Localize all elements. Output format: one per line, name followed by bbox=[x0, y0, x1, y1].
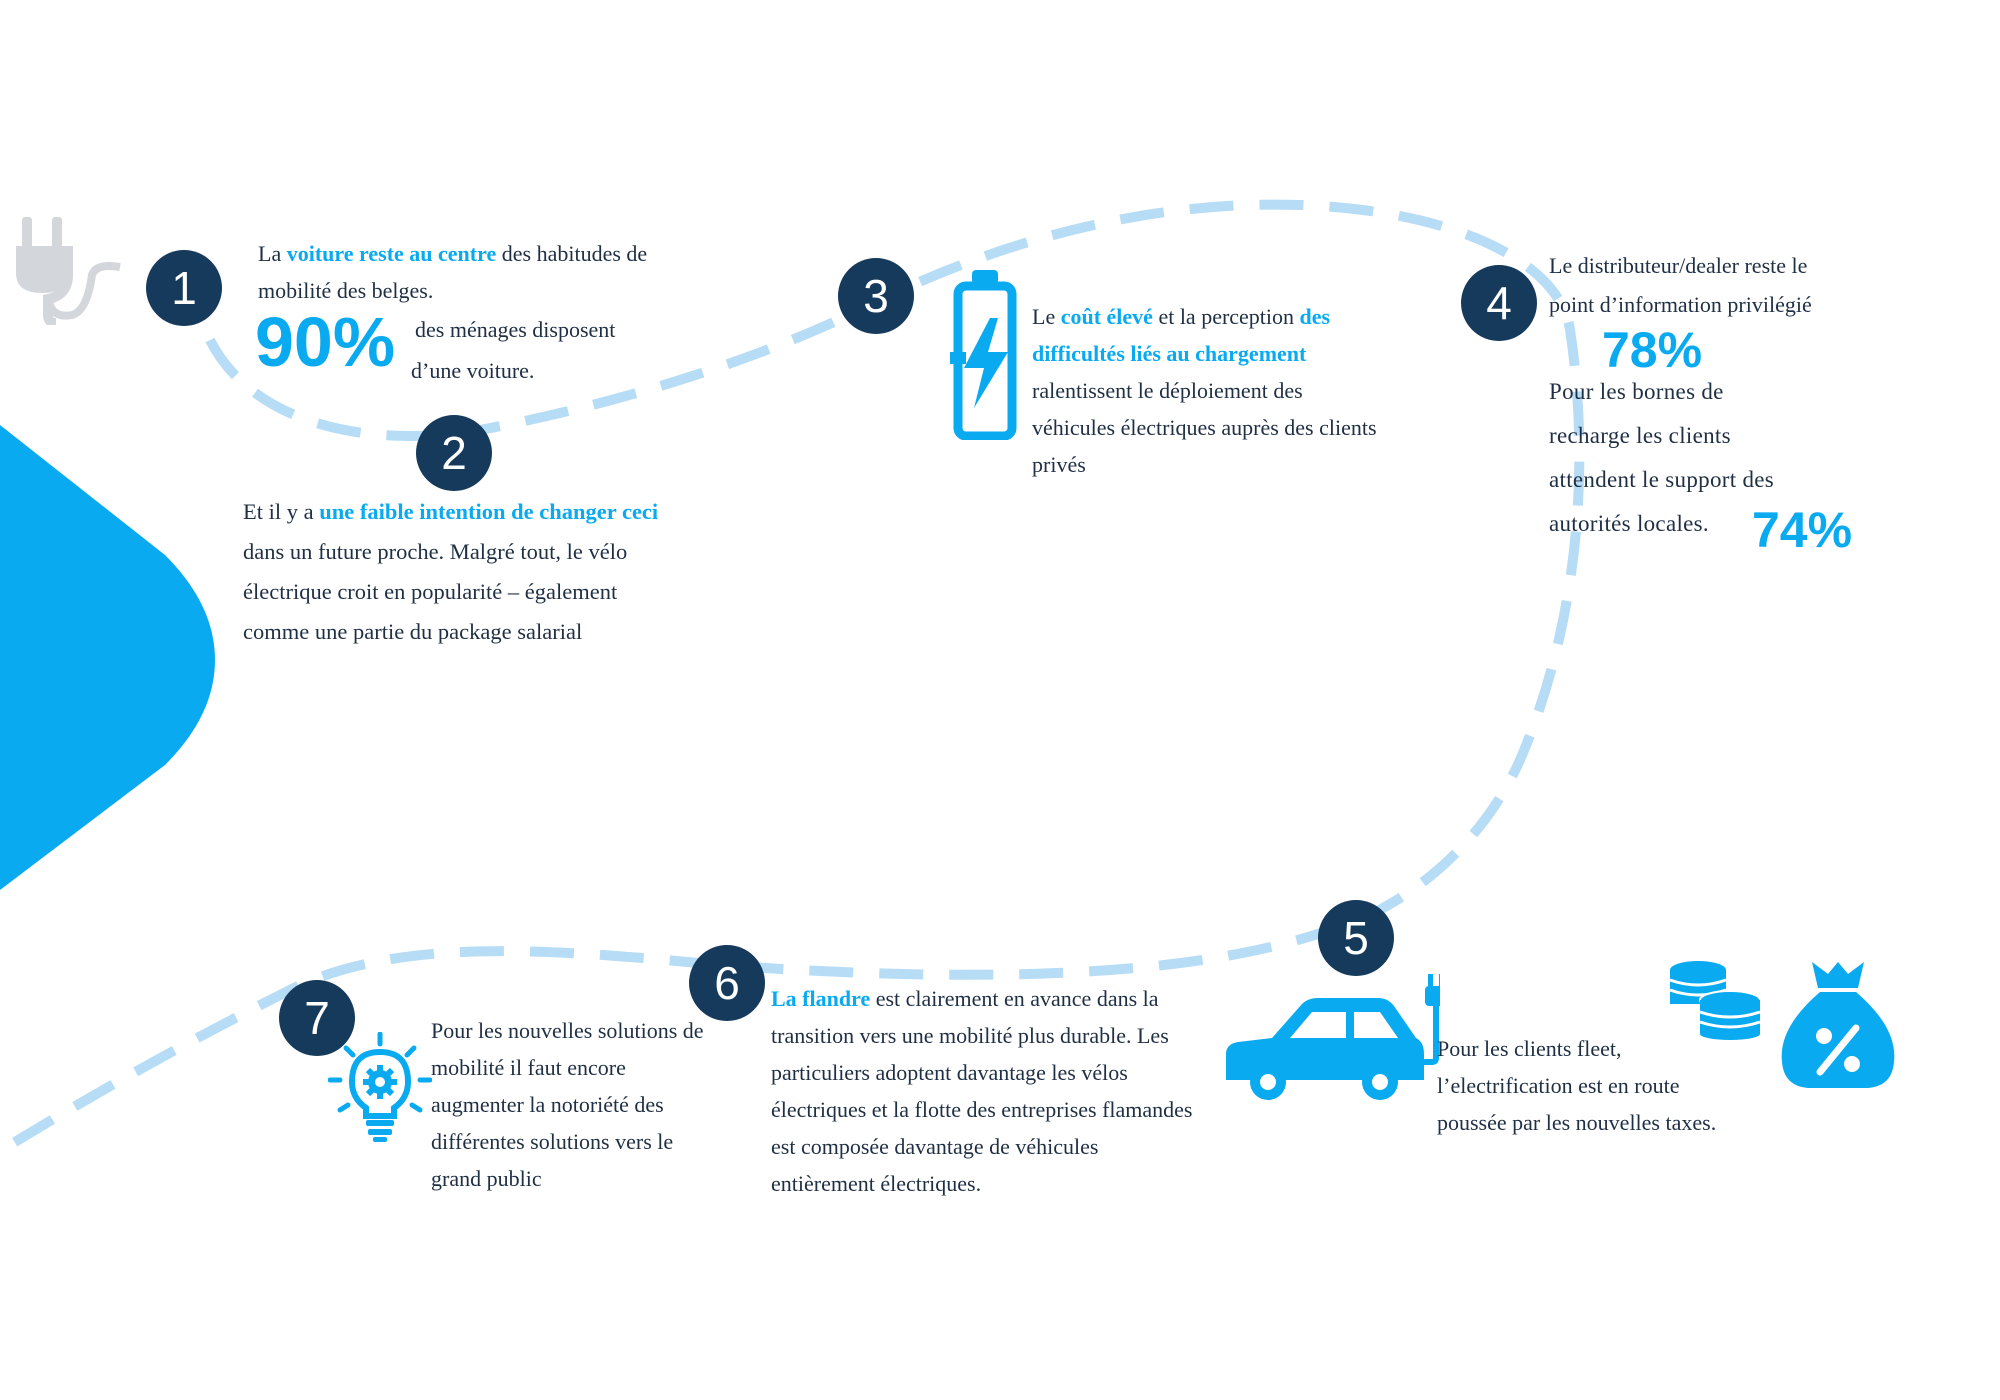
step-4-text-2: Pour les bornes de recharge les clients attendent le support des autorités locales. bbox=[1549, 379, 1775, 536]
step-4-stat-1: 78% bbox=[1602, 322, 1703, 378]
step-5-text: Pour les clients fleet, l’electrification est en route poussée par les nouvelles taxes. bbox=[1437, 1036, 1717, 1135]
step-badge-2: 2 bbox=[416, 415, 492, 491]
step-badge-4: 4 bbox=[1461, 265, 1537, 341]
step-6-text: La flandre est clairement en avance dans la transition vers une mobilité plus durable. Les particuliers adoptent davantage les vélos électriques et la flotte des entreprises flamandes est composée davantage de véhicules entièrement électriques. bbox=[771, 986, 1193, 1196]
step-3-highlight-2: difficultés liés au chargement bbox=[1032, 341, 1307, 366]
step-1-stat: 90% bbox=[255, 303, 396, 381]
step-2-highlight: une faible intention de changer ceci bbox=[319, 499, 659, 524]
lightbulb-gear-icon bbox=[328, 1032, 432, 1144]
step-3-highlight-1: coût élevé bbox=[1060, 304, 1153, 329]
step-badge-1: 1 bbox=[146, 250, 222, 326]
step-3-text: Le coût élevé et la perception des difficultés liés au chargement ralentissent le déploiement des véhicules électriques auprès des clients privés bbox=[1032, 304, 1377, 477]
battery-charging-icon bbox=[950, 268, 1020, 440]
step-4-stat-2: 74% bbox=[1752, 502, 1853, 558]
electric-car-icon bbox=[1220, 972, 1440, 1106]
step-badge-6: 6 bbox=[689, 945, 765, 1021]
step-1-stat-text-2: d’une voiture. bbox=[411, 358, 535, 383]
step-2-text: Et il y a une faible intention de changer ceci dans un future proche. Malgré tout, le vélo électrique croit en popularité – également comme une partie du package salarial bbox=[243, 499, 659, 644]
step-1-text: La voiture reste au centre des habitudes de mobilité des belges. bbox=[258, 241, 648, 303]
step-6-highlight: La flandre bbox=[771, 986, 871, 1011]
step-badge-5: 5 bbox=[1318, 900, 1394, 976]
step-4-text: Le distributeur/dealer reste le point d’information privilégié bbox=[1549, 253, 1812, 317]
step-7-text: Pour les nouvelles solutions de mobilité il faut encore augmenter la notoriété des différentes solutions vers le grand public bbox=[431, 1018, 704, 1191]
coins-icon bbox=[1668, 960, 1764, 1040]
step-1-highlight: voiture reste au centre bbox=[286, 241, 497, 266]
step-badge-7: 7 bbox=[279, 980, 355, 1056]
plug-icon bbox=[12, 215, 122, 325]
step-badge-3: 3 bbox=[838, 258, 914, 334]
left-blue-chevron-shape bbox=[0, 425, 215, 890]
step-1-stat-text-1: des ménages disposent bbox=[415, 317, 616, 342]
